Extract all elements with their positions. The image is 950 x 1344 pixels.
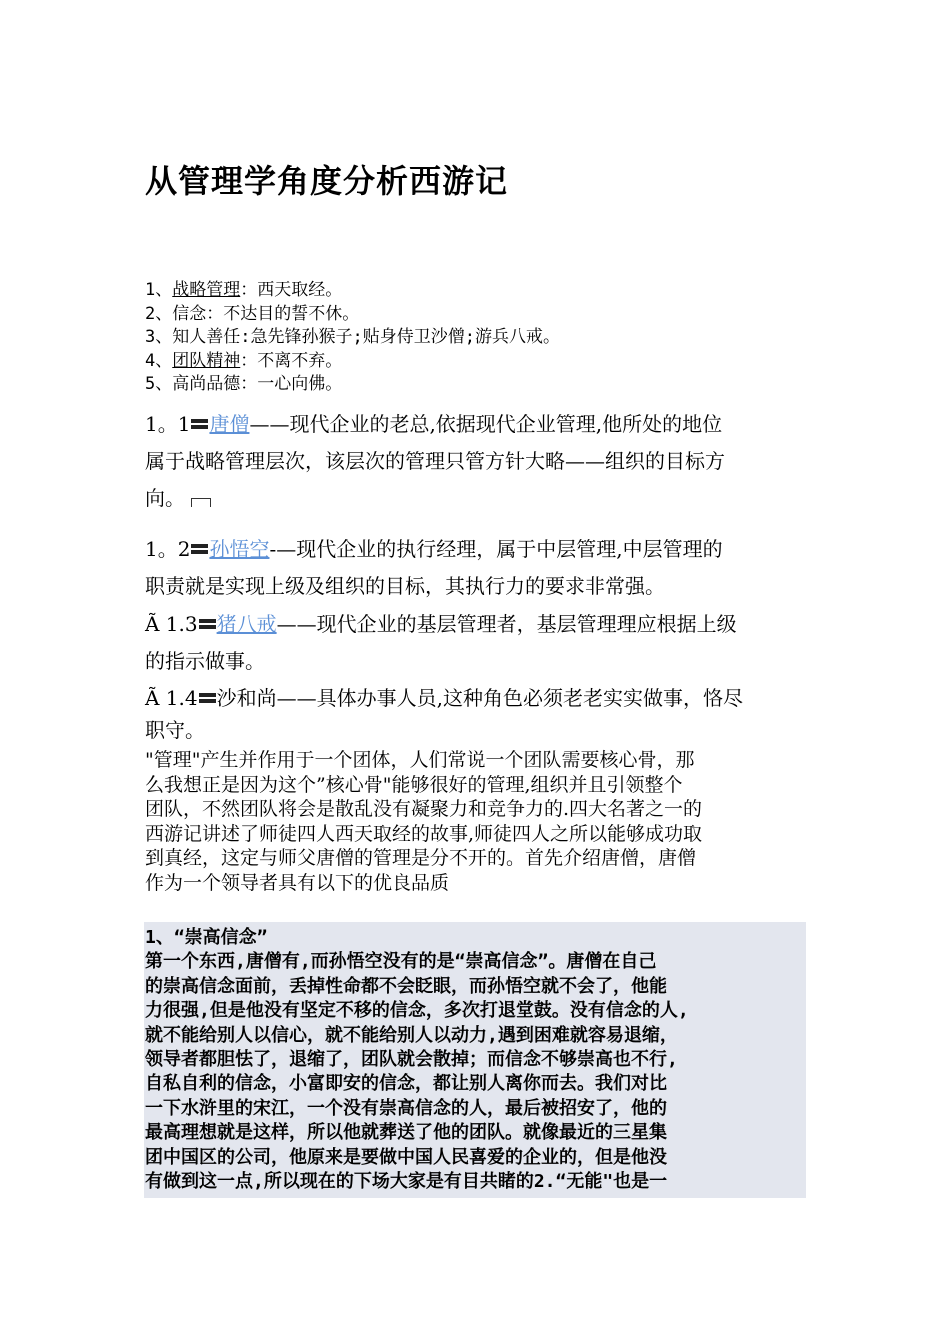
role-text: 职守。 [145, 718, 205, 742]
item-number: 3、 [145, 327, 173, 347]
double-bar-icon [191, 541, 208, 557]
role-text: 的指示做事。 [145, 649, 265, 673]
paragraph-line: 作为一个领导者具有以下的优良品质 [145, 871, 450, 894]
role-paragraph-sunwukong [145, 531, 815, 605]
paragraph-line: 团队，不然团队将会是散乱没有凝聚力和竞争力的.四大名著之一的 [145, 798, 703, 820]
role-number: 1。2 [145, 537, 191, 561]
highlight-line: 第一个东西,唐僧有,而孙悟空没有的是“崇高信念”。唐僧在自己 [145, 951, 657, 973]
summary-item [145, 303, 560, 327]
paragraph-line: 西游记讲述了师徒四人西天取经的故事,师徒四人之所以能够成功取 [145, 822, 703, 845]
role-number: Ã 1.3 [145, 612, 198, 636]
double-bar-icon [199, 690, 216, 706]
role-text: 沙和尚——具体办事人员,这种角色必须老老实实做事，恪尽 [216, 686, 743, 710]
double-bar-icon [199, 616, 216, 632]
role-text: -—现代企业的执行经理，属于中层管理,中层管理的 [269, 537, 723, 561]
item-number: 2、 [145, 303, 173, 324]
underlined-term: 战略管理 [172, 280, 241, 300]
link-tangseng[interactable]: 唐僧 [209, 412, 250, 436]
double-bar-icon [191, 416, 208, 432]
role-number: Ã 1.4 [145, 686, 198, 710]
paragraph-line: "管理"产生并作用于一个团体，人们常说一个团队需要核心骨，那 [145, 749, 695, 771]
item-text: ：西天取经。 [240, 280, 343, 300]
highlight-line: 力很强,但是他没有坚定不移的信念，多次打退堂鼓。没有信念的人, [145, 1000, 689, 1022]
highlight-text [145, 926, 689, 1194]
item-number: 5、 [145, 374, 173, 394]
role-text: ——现代企业的基层管理者，基层管理理应根据上级 [276, 612, 737, 636]
paragraph-line: 么我想正是因为这个”核心骨"能够很好的管理,组织并且引领整个 [145, 773, 683, 796]
role-text: 职责就是实现上级及组织的目标，其执行力的要求非常强。 [145, 574, 665, 598]
link-zhubajie[interactable]: 猪八戒 [216, 612, 277, 636]
section-heading: 1、“崇高信念” [145, 927, 268, 948]
bracket-mark-icon [191, 498, 211, 507]
intro-paragraph [145, 748, 815, 895]
role-paragraph-shaheshang [145, 680, 815, 743]
paragraph-line: 到真经，这定与师父唐僧的管理是分不开的。首先介绍唐僧，唐僧 [145, 847, 697, 869]
role-paragraph-tangseng [145, 406, 815, 517]
item-text: 知人善任:急先锋孙猴子;贴身侍卫沙僧;游兵八戒。 [172, 327, 560, 347]
summary-list [145, 279, 560, 397]
role-paragraph-zhubajie [145, 606, 815, 680]
underlined-term: 团队精神 [172, 350, 241, 371]
item-text: 高尚品德：一心向佛。 [172, 374, 343, 394]
item-number: 4、 [145, 350, 173, 371]
highlight-line: 自私自利的信念，小富即安的信念，都让别人离你而去。我们对比 [145, 1073, 667, 1095]
highlight-line: 有做到这一点,所以现在的下场大家是有目共睹的2.“无能"也是一 [145, 1171, 668, 1193]
summary-item [145, 326, 560, 350]
link-sunwukong[interactable]: 孙悟空 [209, 537, 270, 561]
summary-item [145, 279, 560, 303]
document-title: 从管理学角度分析西游记 [145, 162, 509, 200]
highlight-line: 就不能给别人以信心，就不能给别人以动力,遇到困难就容易退缩， [145, 1024, 678, 1046]
summary-item [145, 350, 560, 374]
item-text: 信念：不达目的誓不休。 [172, 303, 360, 324]
item-text: ：不离不弃。 [240, 350, 343, 371]
role-text: 向。 [145, 486, 185, 510]
summary-item [145, 373, 560, 397]
highlight-line: 的崇高信念面前，丢掉性命都不会眨眼，而孙悟空就不会了，他能 [145, 975, 667, 997]
highlight-line: 团中国区的公司，他原来是要做中国人民喜爱的企业的，但是他没 [145, 1146, 667, 1168]
role-text: ——现代企业的老总,依据现代企业管理,他所处的地位 [249, 412, 723, 436]
role-number: 1。1 [145, 412, 191, 436]
role-text: 属于战略管理层次，该层次的管理只管方针大略——组织的目标方 [145, 449, 725, 473]
highlight-line: 最高理想就是这样，所以他就葬送了他的团队。就像最近的三星集 [145, 1122, 667, 1144]
item-number: 1、 [145, 280, 173, 300]
highlight-line: 一下水浒里的宋江，一个没有崇高信念的人，最后被招安了，他的 [145, 1097, 667, 1119]
highlight-line: 领导者都胆怯了，退缩了，团队就会散掉；而信念不够崇高也不行, [145, 1049, 678, 1071]
